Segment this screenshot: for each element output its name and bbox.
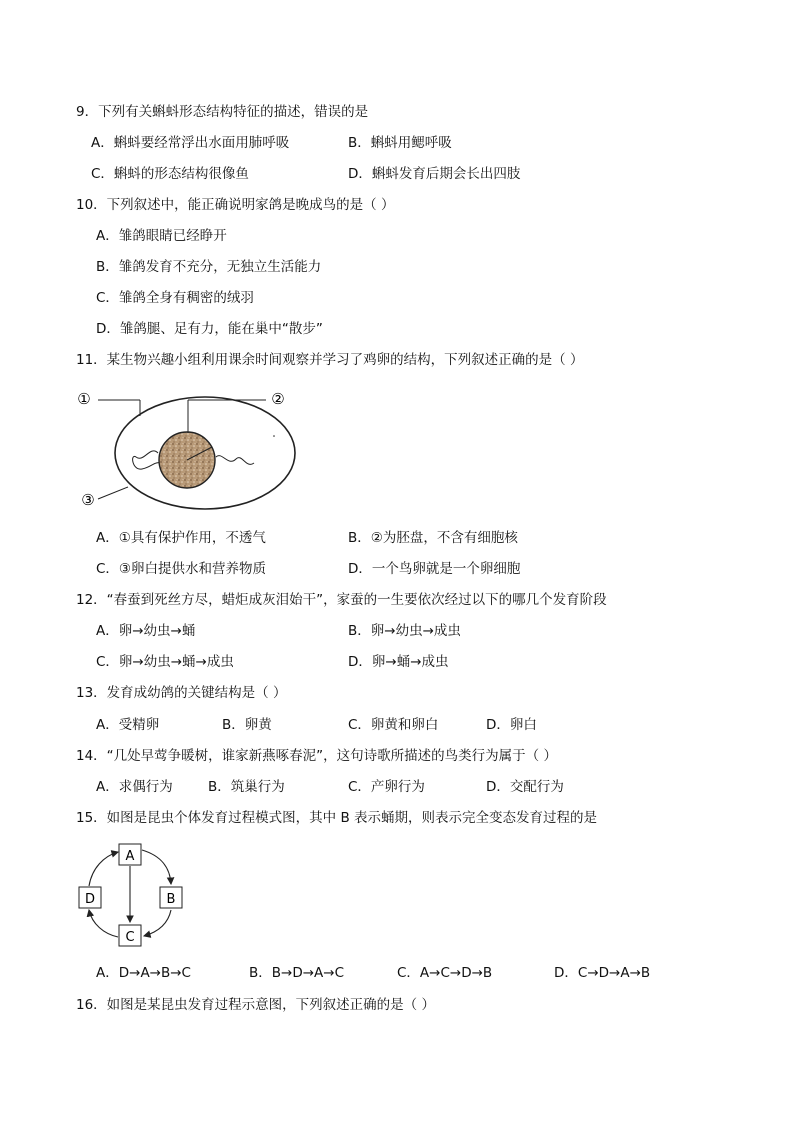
q14-option-c: C．产卵行为 — [348, 779, 425, 795]
q11-option-b: B．②为胚盘，不含有细胞核 — [348, 530, 518, 546]
q15-option-b: B．B→D→A→C — [249, 965, 345, 981]
q10-option-a: A．雏鸽眼睛已经睁开 — [96, 228, 227, 244]
q10-option-c: C．雏鸽全身有稠密的绒羽 — [96, 290, 254, 306]
node-c: C — [125, 930, 135, 945]
question-13-stem: 13．发育成幼鸽的关键结构是（ ） — [76, 685, 287, 701]
q15-option-c: C．A→C→D→B — [397, 965, 493, 981]
q14-option-b: B．筑巢行为 — [208, 779, 285, 795]
q11-option-a: A．①具有保护作用，不透气 — [96, 530, 266, 546]
node-a: A — [125, 849, 135, 864]
question-11-stem: 11．某生物兴趣小组利用课余时间观察并学习了鸡卵的结构，下列叙述正确的是（ ） — [76, 352, 584, 368]
q13-option-c: C．卵黄和卵白 — [348, 717, 439, 733]
q9-option-b: B．蝌蚪用鳃呼吸 — [348, 135, 452, 151]
question-10-stem: 10．下列叙述中，能正确说明家鸽是晚成鸟的是（ ） — [76, 197, 395, 213]
node-b: B — [166, 892, 176, 907]
label-3: ③ — [81, 491, 95, 509]
q12-option-c: C．卵→幼虫→蛹→成虫 — [96, 654, 234, 670]
q10-option-d: D．雏鸽腿、足有力，能在巢中“散步” — [96, 321, 323, 337]
arrow-b-to-c — [144, 910, 171, 936]
q13-option-b: B．卵黄 — [222, 717, 272, 733]
arrow-a-to-b — [142, 850, 171, 884]
question-14-stem: 14．“几处早莺争暖树，谁家新燕啄春泥”，这句诗歌所描述的鸟类行为属于（ ） — [76, 748, 557, 764]
question-15-stem: 15．如图是昆虫个体发育过程模式图，其中 B 表示蛹期，则表示完全变态发育过程的是 — [76, 810, 598, 826]
insect-cycle-diagram — [70, 838, 190, 953]
q11-option-d: D．一个鸟卵就是一个卵细胞 — [348, 561, 521, 577]
question-16-stem: 16．如图是某昆虫发育过程示意图，下列叙述正确的是（ ） — [76, 997, 435, 1013]
q11-option-c: C．③卵白提供水和营养物质 — [96, 561, 267, 577]
q10-option-b: B．雏鸽发育不充分，无独立生活能力 — [96, 259, 322, 275]
q15-option-d: D．C→D→A→B — [554, 965, 651, 981]
egg-structure-diagram — [70, 383, 300, 513]
q12-option-b: B．卵→幼虫→成虫 — [348, 623, 461, 639]
arrow-d-to-a — [89, 852, 118, 886]
arrow-c-to-d — [89, 910, 118, 937]
q9-option-d: D．蝌蚪发育后期会长出四肢 — [348, 166, 521, 182]
question-9-stem: 9．下列有关蝌蚪形态结构特征的描述，错误的是 — [76, 104, 369, 120]
label-2: ② — [271, 390, 285, 408]
question-12-stem: 12．“春蚕到死丝方尽，蜡炬成灰泪始干”，家蚕的一生要依次经过以下的哪几个发育阶段 — [76, 592, 607, 608]
q12-option-a: A．卵→幼虫→蛹 — [96, 623, 196, 639]
q12-option-d: D．卵→蛹→成虫 — [348, 654, 449, 670]
q9-option-c: C．蝌蚪的形态结构很像鱼 — [91, 166, 249, 182]
q14-option-a: A．求偶行为 — [96, 779, 173, 795]
q9-option-a: A．蝌蚪要经常浮出水面用肺呼吸 — [91, 135, 290, 151]
q13-option-d: D．卵白 — [486, 717, 537, 733]
node-d: D — [84, 892, 96, 907]
q13-option-a: A．受精卵 — [96, 717, 160, 733]
q14-option-d: D．交配行为 — [486, 779, 564, 795]
q15-option-a: A．D→A→B→C — [96, 965, 191, 981]
label-1: ① — [77, 390, 91, 408]
